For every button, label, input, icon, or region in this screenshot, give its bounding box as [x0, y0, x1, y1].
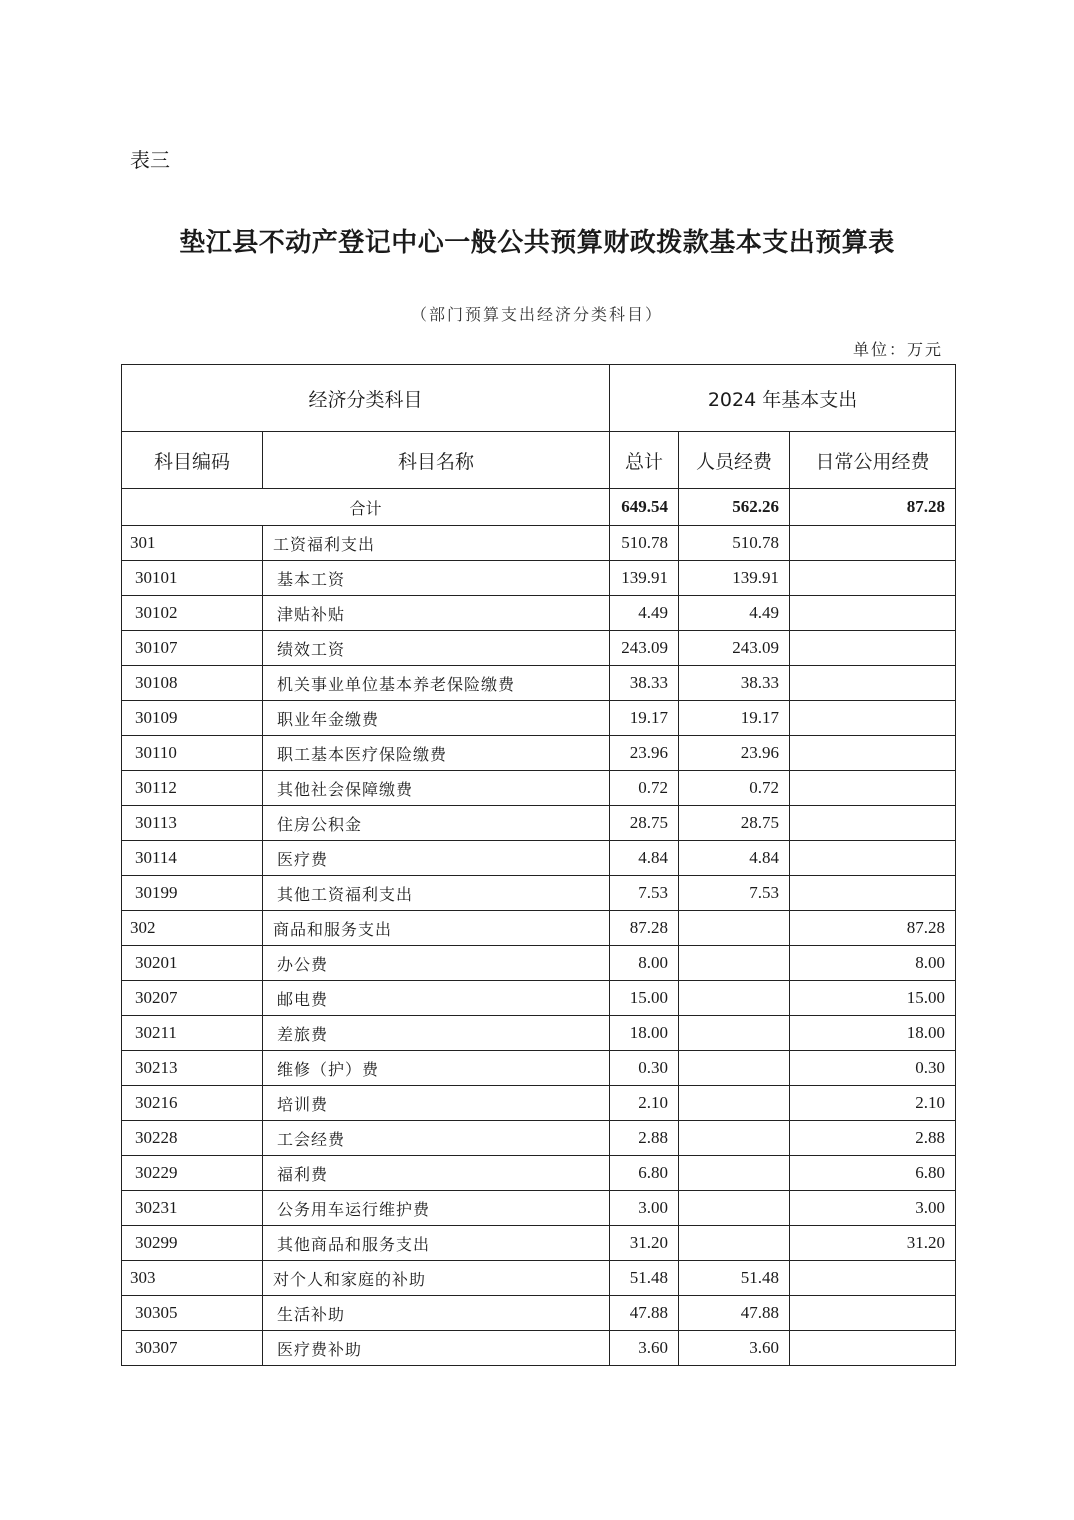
row-public: 0.30 [790, 1051, 956, 1086]
row-code: 30299 [122, 1226, 263, 1261]
row-code: 30112 [122, 771, 263, 806]
row-code: 30228 [122, 1121, 263, 1156]
budget-table [121, 364, 956, 1366]
row-code: 302 [122, 911, 263, 946]
table-row [122, 666, 956, 701]
table-row [122, 701, 956, 736]
header-total: 总计 [610, 432, 679, 489]
row-code: 30213 [122, 1051, 263, 1086]
row-total: 23.96 [610, 736, 679, 771]
row-total: 87.28 [610, 911, 679, 946]
row-public [790, 771, 956, 806]
table-row [122, 771, 956, 806]
row-total: 2.88 [610, 1121, 679, 1156]
row-public [790, 631, 956, 666]
row-name: 福利费 [263, 1156, 610, 1191]
row-code: 30229 [122, 1156, 263, 1191]
row-code: 30305 [122, 1296, 263, 1331]
row-total: 7.53 [610, 876, 679, 911]
row-personnel: 4.84 [679, 841, 790, 876]
row-name: 生活补助 [263, 1296, 610, 1331]
row-total: 0.72 [610, 771, 679, 806]
total-personnel: 562.26 [679, 489, 790, 526]
row-personnel: 7.53 [679, 876, 790, 911]
header-public-expense: 日常公用经费 [790, 432, 956, 489]
header-economic-category: 经济分类科目 [122, 365, 610, 432]
table-row [122, 1051, 956, 1086]
row-personnel [679, 911, 790, 946]
row-total: 2.10 [610, 1086, 679, 1121]
row-name: 培训费 [263, 1086, 610, 1121]
row-public [790, 561, 956, 596]
row-total: 8.00 [610, 946, 679, 981]
header-subject-name: 科目名称 [263, 432, 610, 489]
row-code: 30113 [122, 806, 263, 841]
row-name: 邮电费 [263, 981, 610, 1016]
unit-label: 单位：万元 [852, 340, 943, 359]
row-name: 维修（护）费 [263, 1051, 610, 1086]
row-personnel: 3.60 [679, 1331, 790, 1366]
total-label: 合计 [122, 489, 610, 526]
row-public: 2.10 [790, 1086, 956, 1121]
row-code: 30107 [122, 631, 263, 666]
row-personnel [679, 1191, 790, 1226]
row-name: 对个人和家庭的补助 [263, 1261, 610, 1296]
row-total: 15.00 [610, 981, 679, 1016]
row-personnel: 38.33 [679, 666, 790, 701]
row-personnel: 19.17 [679, 701, 790, 736]
row-personnel [679, 1121, 790, 1156]
row-name: 办公费 [263, 946, 610, 981]
table-row [122, 631, 956, 666]
row-public [790, 526, 956, 561]
row-name: 医疗费补助 [263, 1331, 610, 1366]
row-name: 其他工资福利支出 [263, 876, 610, 911]
row-name: 工资福利支出 [263, 526, 610, 561]
table-row [122, 1016, 956, 1051]
row-code: 30201 [122, 946, 263, 981]
row-personnel: 47.88 [679, 1296, 790, 1331]
total-public: 87.28 [790, 489, 956, 526]
table-row [122, 1261, 956, 1296]
row-public [790, 1261, 956, 1296]
row-public [790, 701, 956, 736]
table-row [122, 596, 956, 631]
table-label: 表三 [130, 148, 170, 172]
row-personnel: 139.91 [679, 561, 790, 596]
row-total: 3.00 [610, 1191, 679, 1226]
table-row [122, 1191, 956, 1226]
row-total: 0.30 [610, 1051, 679, 1086]
row-public: 15.00 [790, 981, 956, 1016]
row-total: 38.33 [610, 666, 679, 701]
header-subject-code: 科目编码 [122, 432, 263, 489]
row-code: 30109 [122, 701, 263, 736]
row-total: 3.60 [610, 1331, 679, 1366]
row-personnel: 51.48 [679, 1261, 790, 1296]
row-name: 津贴补贴 [263, 596, 610, 631]
row-public [790, 806, 956, 841]
table-row [122, 1156, 956, 1191]
row-total: 19.17 [610, 701, 679, 736]
table-row [122, 736, 956, 771]
row-public: 8.00 [790, 946, 956, 981]
row-personnel: 23.96 [679, 736, 790, 771]
row-total: 51.48 [610, 1261, 679, 1296]
row-code: 30102 [122, 596, 263, 631]
row-code: 30211 [122, 1016, 263, 1051]
row-personnel: 28.75 [679, 806, 790, 841]
row-public [790, 666, 956, 701]
row-name: 商品和服务支出 [263, 911, 610, 946]
row-personnel [679, 946, 790, 981]
row-public: 2.88 [790, 1121, 956, 1156]
row-public [790, 596, 956, 631]
document-title: 垫江县不动产登记中心一般公共预算财政拨款基本支出预算表 [179, 228, 895, 258]
row-personnel [679, 1156, 790, 1191]
row-personnel: 0.72 [679, 771, 790, 806]
table-row [122, 1086, 956, 1121]
row-code: 30108 [122, 666, 263, 701]
table-row [122, 561, 956, 596]
row-name: 绩效工资 [263, 631, 610, 666]
row-public [790, 1331, 956, 1366]
row-public: 3.00 [790, 1191, 956, 1226]
table-row [122, 981, 956, 1016]
total-row [122, 489, 956, 526]
row-name: 差旅费 [263, 1016, 610, 1051]
row-name: 机关事业单位基本养老保险缴费 [263, 666, 610, 701]
row-total: 510.78 [610, 526, 679, 561]
row-code: 30216 [122, 1086, 263, 1121]
row-code: 30231 [122, 1191, 263, 1226]
row-total: 4.49 [610, 596, 679, 631]
row-total: 6.80 [610, 1156, 679, 1191]
row-personnel [679, 981, 790, 1016]
row-public [790, 736, 956, 771]
row-public [790, 876, 956, 911]
header-personnel-expense: 人员经费 [679, 432, 790, 489]
table-row [122, 841, 956, 876]
row-total: 139.91 [610, 561, 679, 596]
row-code: 30101 [122, 561, 263, 596]
row-personnel [679, 1226, 790, 1261]
row-name: 公务用车运行维护费 [263, 1191, 610, 1226]
row-total: 47.88 [610, 1296, 679, 1331]
row-total: 18.00 [610, 1016, 679, 1051]
row-total: 31.20 [610, 1226, 679, 1261]
row-public: 31.20 [790, 1226, 956, 1261]
row-public [790, 841, 956, 876]
row-name: 职工基本医疗保险缴费 [263, 736, 610, 771]
row-personnel: 510.78 [679, 526, 790, 561]
row-name: 其他商品和服务支出 [263, 1226, 610, 1261]
row-public: 87.28 [790, 911, 956, 946]
document-subtitle: （部门预算支出经济分类科目） [410, 305, 663, 324]
row-public: 6.80 [790, 1156, 956, 1191]
table-row [122, 1296, 956, 1331]
table-row [122, 1226, 956, 1261]
row-public [790, 1296, 956, 1331]
row-name: 其他社会保障缴费 [263, 771, 610, 806]
row-code: 30207 [122, 981, 263, 1016]
row-name: 医疗费 [263, 841, 610, 876]
table-row [122, 946, 956, 981]
row-personnel [679, 1051, 790, 1086]
row-code: 303 [122, 1261, 263, 1296]
table-row [122, 526, 956, 561]
row-code: 301 [122, 526, 263, 561]
row-name: 住房公积金 [263, 806, 610, 841]
total-sum: 649.54 [610, 489, 679, 526]
row-code: 30110 [122, 736, 263, 771]
row-personnel [679, 1086, 790, 1121]
table-row [122, 911, 956, 946]
row-code: 30199 [122, 876, 263, 911]
table-row [122, 806, 956, 841]
row-name: 基本工资 [263, 561, 610, 596]
row-code: 30114 [122, 841, 263, 876]
row-name: 工会经费 [263, 1121, 610, 1156]
row-total: 4.84 [610, 841, 679, 876]
row-total: 243.09 [610, 631, 679, 666]
row-name: 职业年金缴费 [263, 701, 610, 736]
row-personnel [679, 1016, 790, 1051]
header-basic-expenditure: 2024 年基本支出 [610, 365, 956, 432]
row-personnel: 243.09 [679, 631, 790, 666]
row-public: 18.00 [790, 1016, 956, 1051]
row-total: 28.75 [610, 806, 679, 841]
table-row [122, 876, 956, 911]
table-row [122, 1121, 956, 1156]
row-personnel: 4.49 [679, 596, 790, 631]
row-code: 30307 [122, 1331, 263, 1366]
table-row [122, 1331, 956, 1366]
